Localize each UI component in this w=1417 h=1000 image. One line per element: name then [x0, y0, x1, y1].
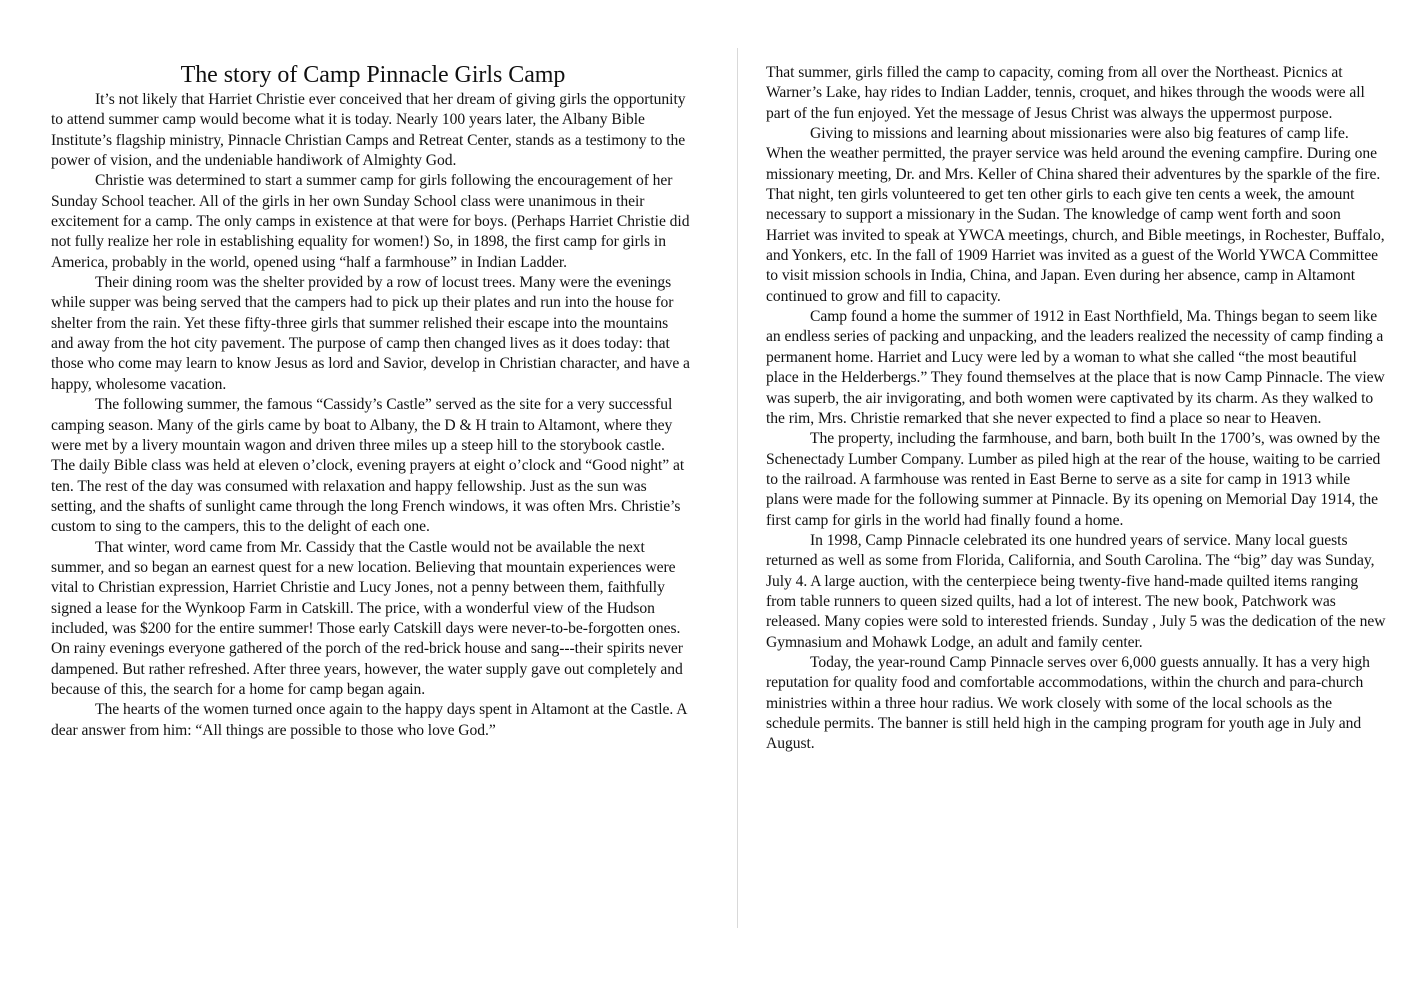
- paragraph: Camp found a home the summer of 1912 in East Northfield, Ma. Things began to seem like an endless series of packing and unpacking, and the leaders realized the necessity of camp finding a permanent home. Harriet and Lucy were led by a woman to what she called “the most beautiful place in the Helderbergs.” They found themselves at the place that is now Camp Pinnacle. The view was superb, the air invigorating, and both women were captivated by its charm. As they walked to the rim, Mrs. Christie remarked that she never expected to find a place so near to Heaven.: [766, 308, 1385, 427]
- paragraph: Today, the year-round Camp Pinnacle serves over 6,000 guests annually. It has a very high reputation for quality food and comfortable accommodations, within the church and para-church ministries within a three hour radius. We work closely with some of the local schools as the schedule permits. The banner is still held high in the camping program for youth age in July and August.: [766, 653, 1370, 753]
- left-column: [51, 60, 691, 741]
- left-page: [0, 0, 708, 1000]
- paragraph: The following summer, the famous “Cassidy’s Castle” served as the site for a very successful camping season. Many of the girls came by boat to Albany, the D & H train to Altamont, where they were met by a livery mountain wagon and driven three miles up a steep hill to the storybook castle. The daily Bible class was held at eleven o’clock, evening prayers at eight o’clock and “Good night” at ten. The rest of the day was consumed with relaxation and happy fellowship. Just as the sun was setting, and the shafts of sunlight came through the long French windows, it was often Mrs. Christie’s custom to sing to the campers, this to the delight of each one.: [51, 396, 685, 536]
- paragraph: That summer, girls filled the camp to capacity, coming from all over the Northeast. Picnics at Warner’s Lake, hay rides to Indian Ladder, tennis, croquet, and hikes through the woods were all part of the fun enjoyed. Yet the message of Jesus Christ was always the uppermost purpose.: [766, 64, 1365, 122]
- document-title: The story of Camp Pinnacle Girls Camp: [180, 62, 566, 88]
- paragraph: In 1998, Camp Pinnacle celebrated its one hundred years of service. Many local guests returned as well as some from Florida, California, and South Carolina. The “big” day was Sunday, July 4. A large auction, with the centerpiece being twenty-five hand-made quilted items ranging from table runners to queen sized quilts, had a lot of interest. The new book, Patchwork was released. Many copies were sold to interested friends. Sunday , July 5 was the dedication of the new Gymnasium and Mohawk Lodge, an adult and family center.: [766, 531, 1386, 651]
- paragraph: That winter, word came from Mr. Cassidy that the Castle would not be available the next summer, and so began an earnest quest for a new location. Believing that mountain experiences were vital to Christian expression, Harriet Christie and Lucy Jones, not a penny between them, faithfully signed a lease for the Wynkoop Farm in Catskill. The price, with a wonderful view of the Hudson included, was $200 for the entire summer! Those early Catskill days were never-to-be-forgotten ones. On rainy evenings everyone gathered of the porch of the red-brick house and sang---their spirits never dampened. But rather refreshed. After three years, however, the water supply gave out completely and because of this, the search for a home for camp began again.: [51, 538, 683, 698]
- paragraph: The property, including the farmhouse, and barn, both built In the 1700’s, was owned by the Schenectady Lumber Company. Lumber as piled high at the rear of the house, waiting to be carried to the railroad. A farmhouse was rented in East Berne to serve as a site for camp in 1913 while plans were made for the following summer at Pinnacle. By its opening on Memorial Day 1914, the first camp for girls in the world had finally found a home.: [766, 430, 1381, 529]
- paragraph: Their dining room was the shelter provided by a row of locust trees. Many were the evenings while supper was being served that the campers had to pick up their plates and run into the house for shelter from the rain. Yet these fifty-three girls that summer relished their escape into the mountains and away from the hot city pavement. The purpose of camp then changed lives as it does today: that those who come may learn to know Jesus as lord and Savior, develop in Christian character, and have a happy, wholesome vacation.: [51, 274, 690, 393]
- paragraph: It’s not likely that Harriet Christie ever conceived that her dream of giving girls the opportunity to attend summer camp would become what it is today. Nearly 100 years later, the Albany Bible Institute’s flagship ministry, Pinnacle Christian Camps and Retreat Center, stands as a testimony to the power of vision, and the undeniable handiwork of Almighty God.: [51, 91, 686, 170]
- paragraph: Christie was determined to start a summer camp for girls following the encouragement of her Sunday School teacher. All of the girls in her own Sunday School class were unanimous in their excitement for a camp. The only camps in existence at that were for boys. (Perhaps Harriet Christie did not fully realize her role in establishing equality for women!) So, in 1898, the first camp for girls in America, probably in the world, opened using “half a farmhouse” in Indian Ladder.: [51, 172, 690, 271]
- right-column: [766, 63, 1386, 755]
- right-page: [708, 0, 1416, 1000]
- paragraph: Giving to missions and learning about missionaries were also big features of camp life. When the weather permitted, the prayer service was held around the evening campfire. During one missionary meeting, Dr. and Mrs. Keller of China shared their adventures by the sparkle of the fire. That night, ten girls volunteered to get ten other girls to each give ten cents a week, the amount necessary to support a missionary in the Sudan. The knowledge of camp went forth and soon Harriet was invited to speak at YWCA meetings, church, and Bible meetings, in Rochester, Buffalo, and Yonkers, etc. In the fall of 1909 Harriet was invited as a guest of the World YWCA Committee to visit mission schools in India, China, and Japan. Even during her absence, camp in Altamont continued to grow and fill to capacity.: [766, 125, 1385, 305]
- paragraph: The hearts of the women turned once again to the happy days spent in Altamont at the Castle. A dear answer from him: “All things are possible to those who love God.”: [51, 701, 687, 739]
